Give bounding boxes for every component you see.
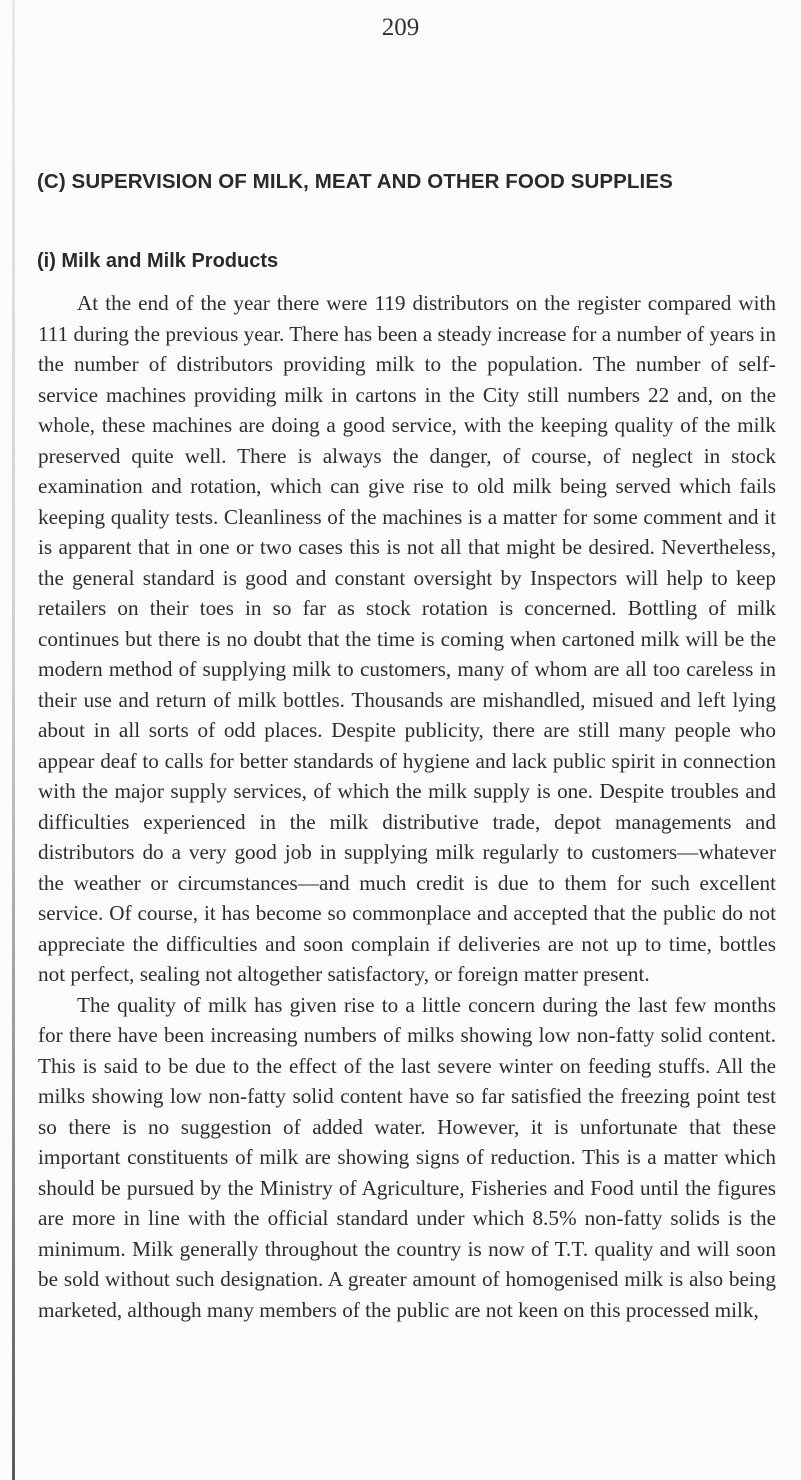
page-number: 209 — [381, 14, 420, 41]
body-text — [38, 288, 776, 1325]
paragraph: The quality of milk has given rise to a little concern during the last few months for there have been increasing numbers of milks showing low non-fatty solid content. This is said to be due to the effect of the last severe winter on feeding stuffs. All the milks showing low non-fatty solid content have so far satisfied the freezing point test so there is no suggestion of added water. However, it is unfortunate that these important constituents of milk are showing signs of reduction. This is a matter which should be pursued by the Ministry of Agriculture, Fisheries and Food until the figures are more in line with the official standard under which 8.5% non-fatty solids is the minimum. Milk generally throughout the country is now of T.T. quality and will soon be sold without such designation. A greater amount of homogenised milk is also being marketed, although many members of the public are not keen on this processed milk, — [38, 992, 776, 1322]
paragraph: At the end of the year there were 119 distributors on the register compared with 111 during the previous year. There has been a steady increase for a number of years in the number of distributors providing milk to the population. The number of self-service machines providing milk in cartons in the City still numbers 22 and, on the whole, these machines are doing a good service, with the keeping quality of the milk preserved quite well. There is always the danger, of course, of neglect in stock examination and rotation, which can give rise to old milk being served which fails keeping quality tests. Cleanliness of the machines is a matter for some comment and it is apparent that in one or two cases this is not all that might be desired. Nevertheless, the general standard is good and constant oversight by Inspectors will help to keep retailers on their toes in so far as stock rotation is concerned. Bottling of milk continues but there is no doubt that the time is coming when cartoned milk will be the modern method of supplying milk to customers, many of whom are all too careless in their use and return of milk bottles. Thousands are mishandled, misued and left lying about in all sorts of odd places. Despite publicity, there are still many people who appear deaf to calls for better standards of hygiene and lack public spirit in connection with the major supply services, of which the milk supply is one. Despite troubles and difficulties experienced in the milk distributive trade, depot managements and distributors do a very good job in supplying milk regularly to customers—whatever the weather or circumstances—and much credit is due to them for such excellent service. Of course, it has become so commonplace and accepted that the public do not appreciate the difficulties and soon complain if deliveries are not up to time, bottles not perfect, sealing not altogether satisfactory, or foreign matter present. — [38, 291, 776, 986]
section-heading: (C) SUPERVISION OF MILK, MEAT AND OTHER FOOD SUPPLIES — [37, 170, 673, 193]
subsection-heading: (i) Milk and Milk Products — [37, 250, 279, 272]
page-edge-shadow — [12, 0, 15, 1480]
